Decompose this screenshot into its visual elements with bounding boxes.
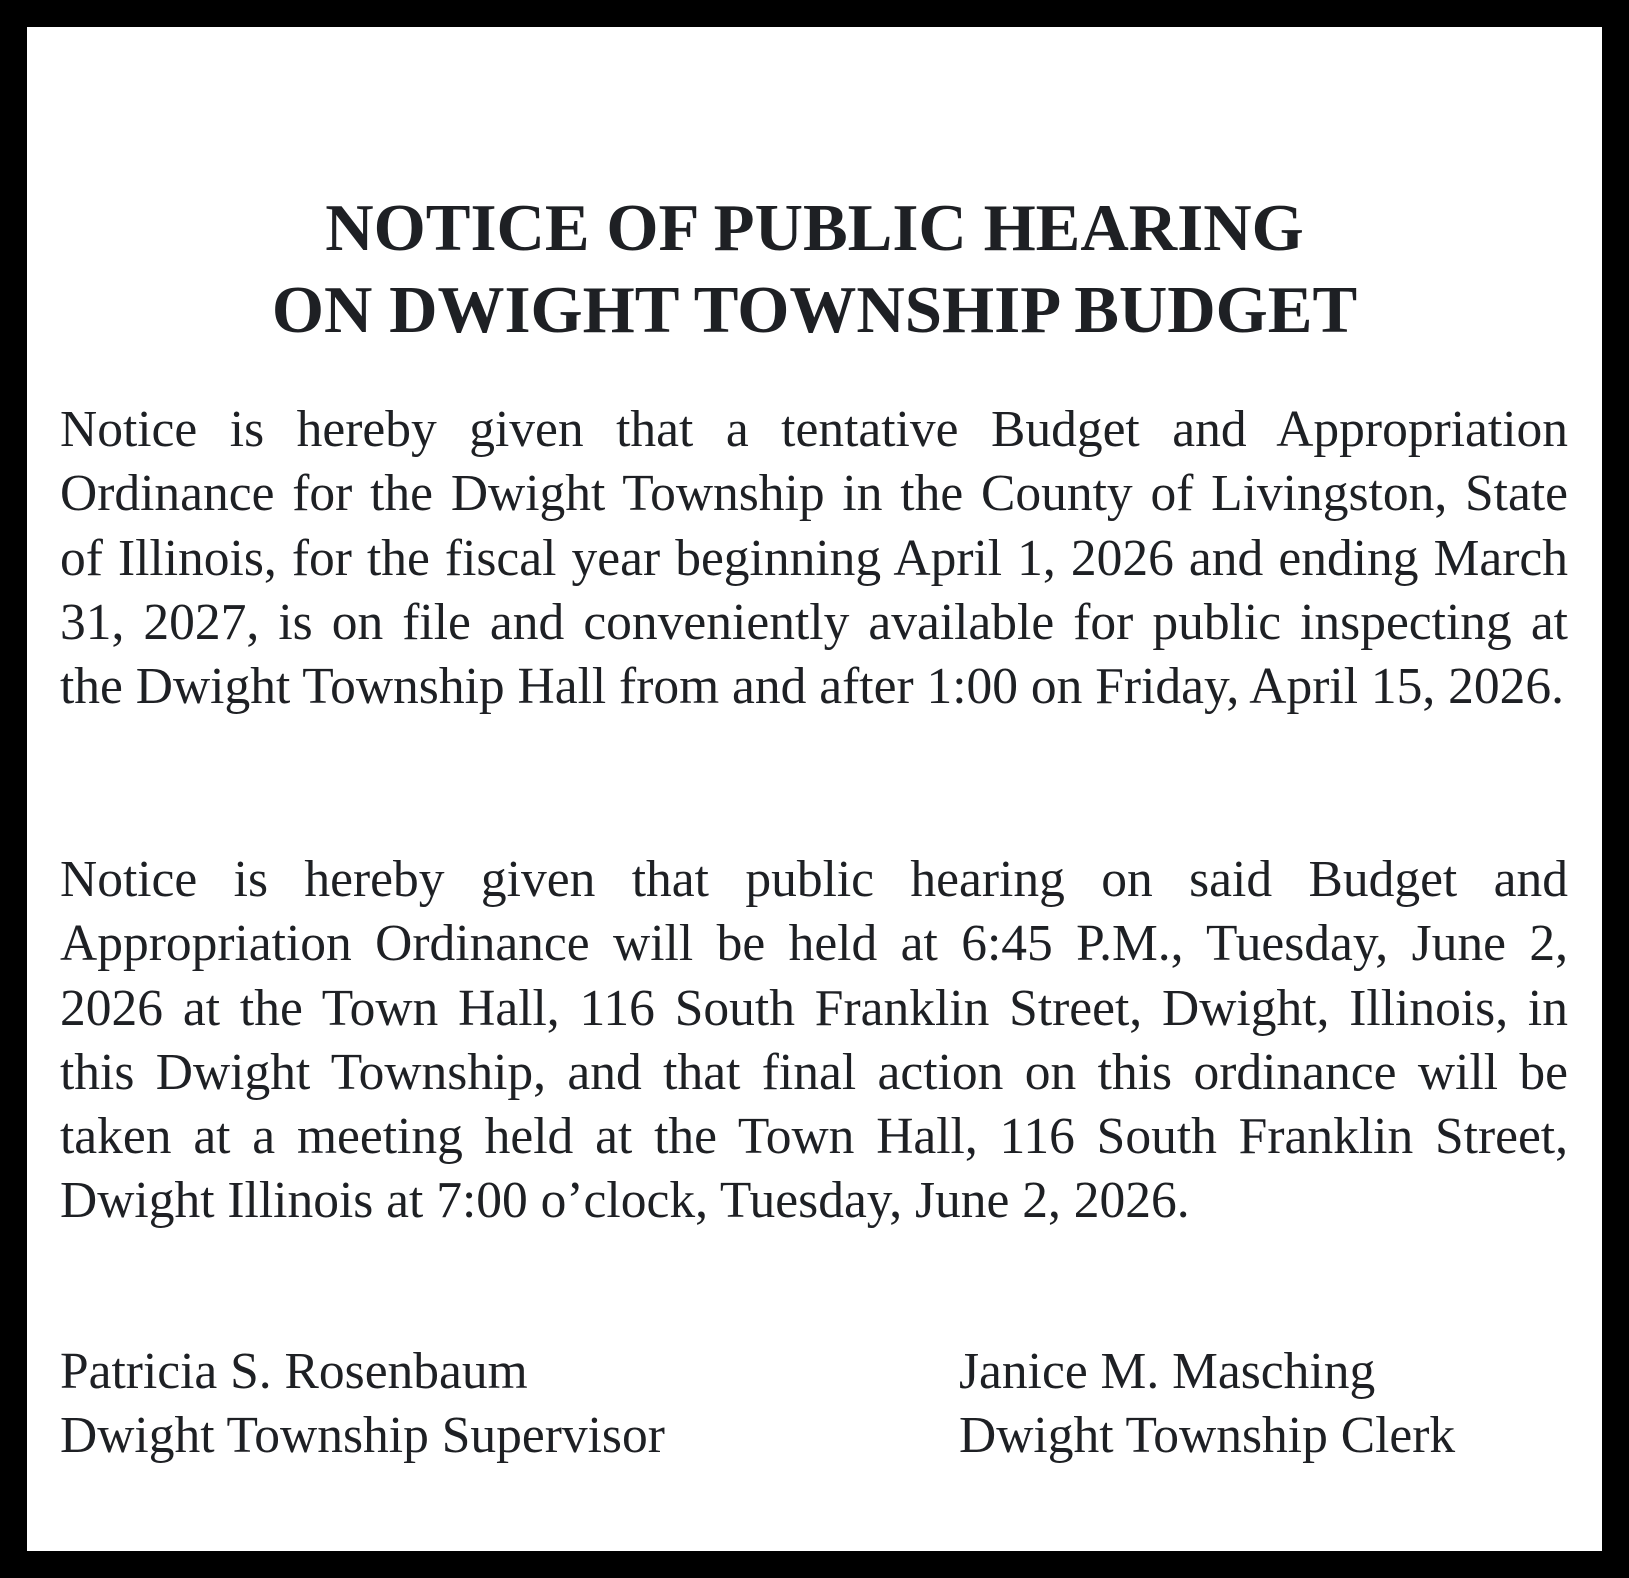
signature-supervisor xyxy=(60,1340,665,1468)
notice-title xyxy=(27,187,1602,351)
clerk-name: Janice M. Masching xyxy=(959,1343,1376,1400)
notice-frame xyxy=(27,27,1602,1551)
signature-clerk xyxy=(959,1340,1455,1468)
clerk-title: Dwight Township Clerk xyxy=(959,1407,1456,1464)
title-line-2: ON DWIGHT TOWNSHIP BUDGET xyxy=(271,273,1358,347)
supervisor-title: Dwight Township Supervisor xyxy=(60,1407,665,1464)
notice-paragraph-1: Notice is hereby given that a tentative Budget and Appropriation Ordinance for the Dwight Township in the County of Livingston, State of Illinois, for the fiscal year beginning April 1, 2026 and ending March 31, 2027, is on file and conveniently available for public inspecting at the Dwight Township Hall from and after 1:00 on Friday, April 15, 2026. xyxy=(60,401,1568,716)
title-line-1: NOTICE OF PUBLIC HEARING xyxy=(325,191,1304,265)
notice-paragraph-2: Notice is hereby given that public hearing on said Budget and Appropriation Ordinance will be held at 6:45 P.M., Tuesday, June 2, 2026 at the Town Hall, 116 South Franklin Street, Dwight, Illinois, in this Dwight Township, and that final action on this ordinance will be taken at a meeting held at the Town Hall, 116 South Franklin Street, Dwight Illinois at 7:00 o’clock, Tuesday, June 2, 2026. xyxy=(60,851,1568,1230)
supervisor-name: Patricia S. Rosenbaum xyxy=(60,1343,528,1400)
